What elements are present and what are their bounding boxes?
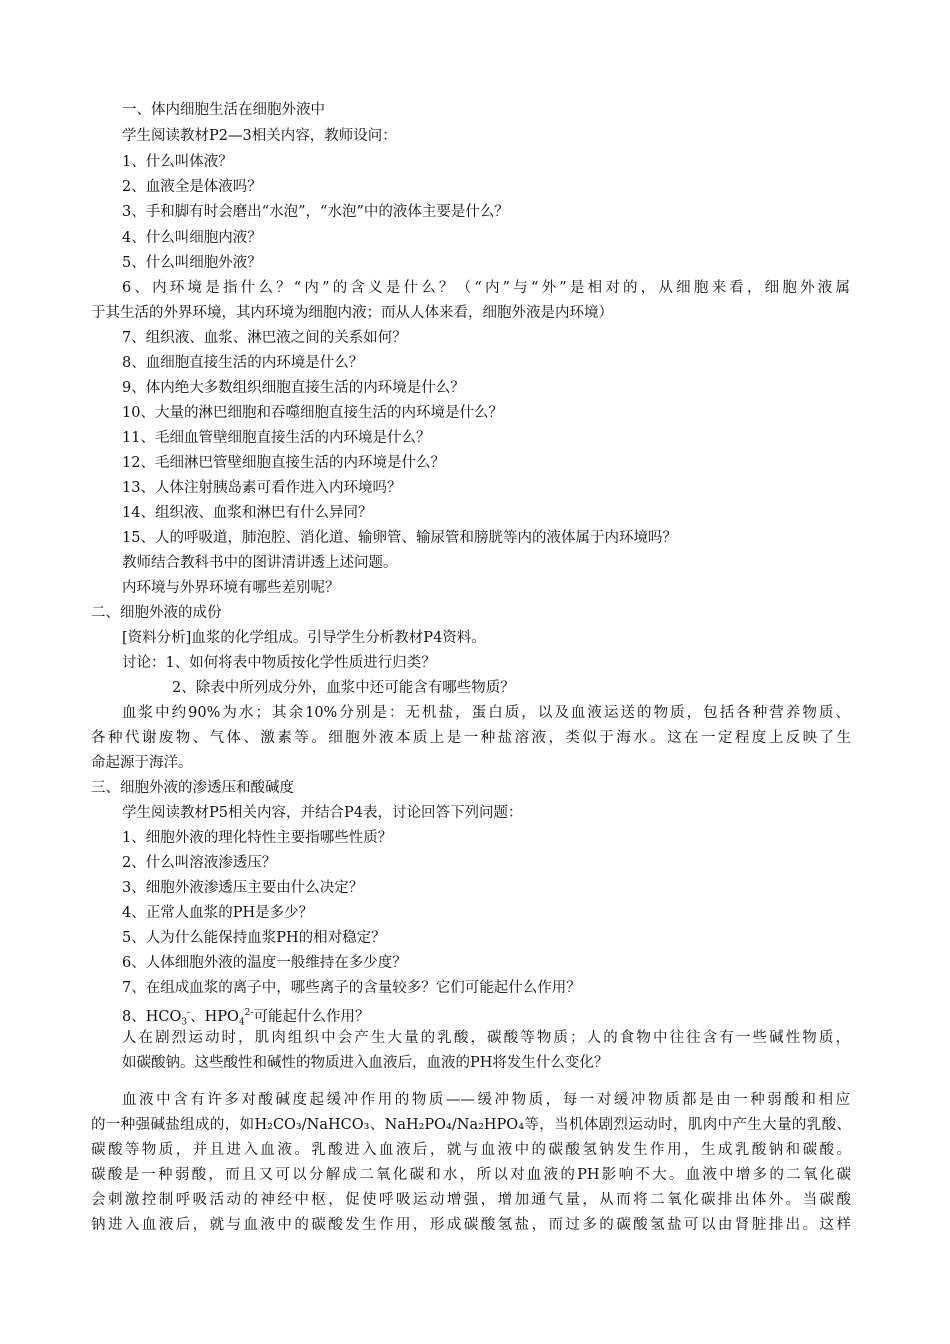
question-6-line2: 于其生活的外界环境，其内环境为细胞内液；而从人体来看，细胞外液是内环境） [91, 305, 613, 321]
exercise-line1: 人在剧烈运动时，肌肉组织中会产生大量的乳酸，碳酸等物质；人的食物中往往含有一些碱性物质， [122, 1030, 850, 1046]
s3-question-3: 3、细胞外液渗透压主要由什么决定？ [122, 880, 364, 896]
question-5: 5、什么叫细胞外液？ [122, 255, 262, 271]
s3-question-5: 5、人为什么能保持血浆PH的相对稳定？ [122, 930, 386, 946]
difference-question: 内环境与外界环境有哪些差别呢？ [122, 580, 340, 596]
question-11: 11、毛细血管壁细胞直接生活的内环境是什么？ [122, 430, 431, 446]
question-6-line1: 6、内环境是指什么？“内”的含义是什么？（“内”与“外”是相对的，从细胞来看，细胞外液属 [122, 280, 850, 296]
s3-question-7: 7、在组成血浆的离子中，哪些离子的含量较多？它们可能起什么作用？ [122, 980, 581, 996]
buffer-paragraph-line1: 血液中含有许多对酸碱度起缓冲作用的物质——缓冲物质，每一对缓冲物质都是由一种弱酸和相应 [122, 1092, 850, 1108]
section1-heading: 一、体内细胞生活在细胞外液中 [122, 102, 325, 118]
question-4: 4、什么叫细胞内液？ [122, 230, 262, 246]
data-analysis-note: [资料分析]血浆的化学组成。引导学生分析教材P4资料。 [122, 630, 486, 646]
question-7: 7、组织液、血浆、淋巴液之间的关系如何？ [122, 330, 407, 346]
plasma-paragraph-line1: 血浆中约90%为水；其余10%分别是：无机盐，蛋白质，以及血液运送的物质，包括各种营养物质、 [122, 705, 850, 721]
buffer-paragraph-line3: 碳酸等物质，并且进入血液。乳酸进入血液后，就与血液中的碳酸氢钠发生作用，生成乳酸钠和碳酸。 [91, 1142, 851, 1158]
s3-question-6: 6、人体细胞外液的温度一般维持在多少度？ [122, 955, 407, 971]
question-12: 12、毛细淋巴管壁细胞直接生活的内环境是什么？ [122, 455, 445, 471]
question-1: 1、什么叫体液？ [122, 154, 233, 170]
question-10: 10、大量的淋巴细胞和吞噬细胞直接生活的内环境是什么？ [122, 405, 503, 421]
s3-question-4: 4、正常人血浆的PH是多少？ [122, 905, 314, 921]
discussion-1: 讨论：1、如何将表中物质按化学性质进行归类？ [122, 655, 436, 671]
question-15: 15、人的呼吸道，肺泡腔、消化道、输卵管、输尿管和膀胱等内的液体属于内环境吗？ [122, 530, 677, 546]
section1-intro: 学生阅读教材P2—3相关内容，教师设问： [122, 128, 397, 144]
question-8: 8、血细胞直接生活的内环境是什么？ [122, 355, 364, 371]
s3-question-1: 1、细胞外液的理化特性主要指哪些性质？ [122, 830, 393, 846]
buffer-paragraph-line4: 碳酸是一种弱酸，而且又可以分解成二氧化碳和水，所以对血液的PH影响不大。血液中增多的二氧化碳 [91, 1167, 851, 1183]
buffer-paragraph-line2: 的一种强碱盐组成的，如H₂CO₃/NaHCO₃、NaH₂PO₄/Na₂HPO₄等，当机体剧烈运动时，肌肉中产生大量的乳酸、 [91, 1117, 851, 1133]
discussion-2: 2、除表中所列成分外，血浆中还可能含有哪些物质？ [172, 680, 515, 696]
section3-intro: 学生阅读教材P5相关内容，并结合P4表，讨论回答下列问题： [122, 805, 523, 821]
section3-heading: 三、细胞外液的渗透压和酸碱度 [91, 780, 294, 796]
s3-question-8: 8、$HCO_3^-$、$HPO_4^{2-}$可能起什么作用？ [122, 1008, 370, 1028]
question-14: 14、组织液、血浆和淋巴有什么异同？ [122, 505, 373, 521]
question-13: 13、人体注射胰岛素可看作进入内环境吗？ [122, 480, 402, 496]
question-2: 2、血液全是体液吗？ [122, 179, 262, 195]
buffer-paragraph-line5: 会刺激控制呼吸活动的神经中枢，促使呼吸运动增强，增加通气量，从而将二氧化碳排出体外。当碳酸 [91, 1192, 851, 1208]
plasma-paragraph-line2: 各种代谢废物、气体、激素等。细胞外液本质上是一种盐溶液，类似于海水。这在一定程度上反映了生 [91, 730, 851, 746]
section2-heading: 二、细胞外液的成份 [91, 605, 222, 621]
question-3: 3、手和脚有时会磨出“水泡”，“水泡”中的液体主要是什么？ [122, 204, 509, 220]
exercise-line2: 如碳酸钠。这些酸性和碱性的物质进入血液后，血液的PH将发生什么变化？ [122, 1055, 609, 1071]
plasma-paragraph-line3: 命起源于海洋。 [91, 755, 193, 771]
teacher-note: 教师结合教科书中的图讲清讲透上述问题。 [122, 555, 398, 571]
buffer-paragraph-line6: 钠进入血液后，就与血液中的碳酸发生作用，形成碳酸氢盐，而过多的碳酸氢盐可以由肾脏排出。这样 [91, 1217, 851, 1233]
s3-question-2: 2、什么叫溶液渗透压？ [122, 855, 277, 871]
question-9: 9、体内绝大多数组织细胞直接生活的内环境是什么？ [122, 380, 465, 396]
